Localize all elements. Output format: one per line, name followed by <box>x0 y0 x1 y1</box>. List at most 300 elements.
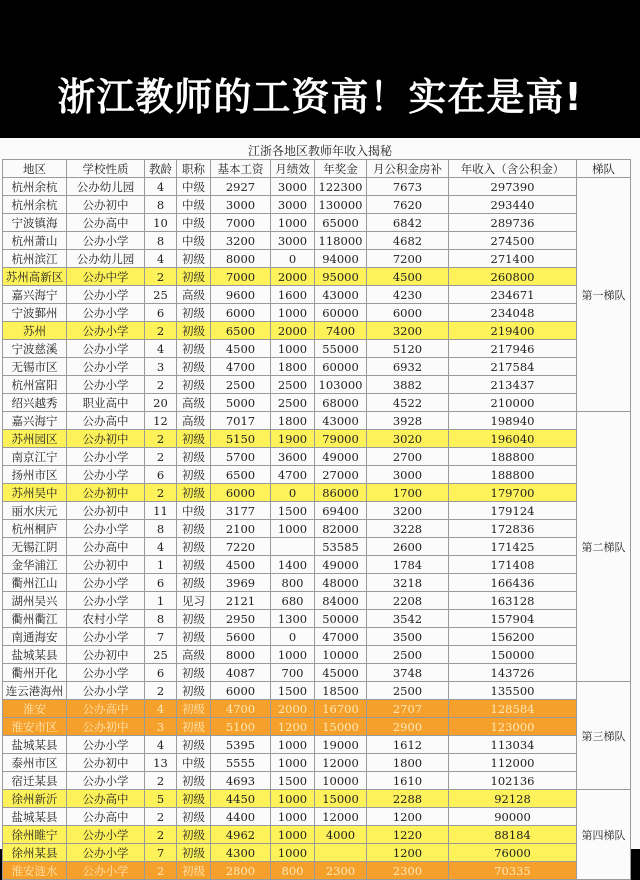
cell-base-salary: 2100 <box>211 520 271 538</box>
cell-years: 3 <box>145 718 177 736</box>
cell-years: 4 <box>145 178 177 196</box>
cell-region: 无锡江阴 <box>3 538 67 556</box>
cell-base-salary: 6000 <box>211 484 271 502</box>
cell-school-type: 公办小学 <box>67 844 145 862</box>
cell-years: 4 <box>145 700 177 718</box>
cell-school-type: 公办小学 <box>67 340 145 358</box>
cell-housing-fund: 2500 <box>367 682 449 700</box>
cell-region: 衢州衢江 <box>3 610 67 628</box>
cell-annual-income: 196040 <box>449 430 577 448</box>
cell-title: 初级 <box>177 664 211 682</box>
cell-base-salary: 4700 <box>211 700 271 718</box>
cell-annual-bonus: 18500 <box>315 682 367 700</box>
cell-annual-bonus: 16700 <box>315 700 367 718</box>
cell-monthly-bonus: 1000 <box>271 304 315 322</box>
cell-region: 宁波慈溪 <box>3 340 67 358</box>
cell-monthly-bonus: 3000 <box>271 196 315 214</box>
cell-annual-income: 171425 <box>449 538 577 556</box>
cell-monthly-bonus: 680 <box>271 592 315 610</box>
cell-school-type: 公办小学 <box>67 664 145 682</box>
cell-annual-income: 70335 <box>449 862 577 880</box>
cell-monthly-bonus: 1800 <box>271 358 315 376</box>
cell-region: 杭州余杭 <box>3 178 67 196</box>
cell-annual-income: 271400 <box>449 250 577 268</box>
cell-title: 初级 <box>177 826 211 844</box>
cell-annual-income: 188800 <box>449 448 577 466</box>
cell-annual-bonus: 53585 <box>315 538 367 556</box>
table-row <box>3 304 631 322</box>
table-row <box>3 250 631 268</box>
cell-annual-bonus: 19000 <box>315 736 367 754</box>
cell-region: 扬州市区 <box>3 466 67 484</box>
cell-housing-fund: 6000 <box>367 304 449 322</box>
cell-title: 初级 <box>177 304 211 322</box>
cell-title: 初级 <box>177 682 211 700</box>
cell-years: 4 <box>145 538 177 556</box>
cell-annual-income: 234048 <box>449 304 577 322</box>
cell-base-salary: 2800 <box>211 862 271 880</box>
cell-annual-bonus: 7400 <box>315 322 367 340</box>
header-monthly-bonus: 月绩效 <box>271 160 315 178</box>
cell-base-salary: 7000 <box>211 268 271 286</box>
cell-region: 徐州某县 <box>3 844 67 862</box>
table-row <box>3 466 631 484</box>
cell-annual-bonus: 86000 <box>315 484 367 502</box>
cell-region: 衢州开化 <box>3 664 67 682</box>
cell-monthly-bonus: 0 <box>271 484 315 502</box>
cell-title: 中级 <box>177 502 211 520</box>
cell-annual-bonus: 47000 <box>315 628 367 646</box>
cell-housing-fund: 6842 <box>367 214 449 232</box>
cell-region: 杭州萧山 <box>3 232 67 250</box>
cell-years: 6 <box>145 574 177 592</box>
cell-annual-income: 219400 <box>449 322 577 340</box>
table-row <box>3 412 631 430</box>
cell-housing-fund: 3500 <box>367 628 449 646</box>
cell-annual-bonus: 55000 <box>315 340 367 358</box>
cell-school-type: 公办小学 <box>67 448 145 466</box>
cell-title: 中级 <box>177 196 211 214</box>
cell-housing-fund: 3928 <box>367 412 449 430</box>
cell-school-type: 公办小学 <box>67 826 145 844</box>
cell-annual-income: 92128 <box>449 790 577 808</box>
cell-monthly-bonus: 1000 <box>271 826 315 844</box>
cell-housing-fund: 3200 <box>367 322 449 340</box>
cell-annual-income: 172836 <box>449 520 577 538</box>
cell-annual-income: 198940 <box>449 412 577 430</box>
cell-housing-fund: 3228 <box>367 520 449 538</box>
cell-monthly-bonus: 1000 <box>271 844 315 862</box>
cell-base-salary: 5555 <box>211 754 271 772</box>
cell-housing-fund: 2300 <box>367 862 449 880</box>
cell-base-salary: 9600 <box>211 286 271 304</box>
cell-housing-fund: 1200 <box>367 844 449 862</box>
table-row <box>3 340 631 358</box>
cell-title: 初级 <box>177 520 211 538</box>
cell-region: 泰州市区 <box>3 754 67 772</box>
table-row <box>3 376 631 394</box>
cell-annual-income: 210000 <box>449 394 577 412</box>
cell-housing-fund: 4500 <box>367 268 449 286</box>
cell-years: 4 <box>145 340 177 358</box>
table-row <box>3 286 631 304</box>
cell-school-type: 公办小学 <box>67 232 145 250</box>
cell-monthly-bonus: 1000 <box>271 808 315 826</box>
table-row <box>3 556 631 574</box>
cell-annual-bonus: 118000 <box>315 232 367 250</box>
cell-monthly-bonus: 1000 <box>271 736 315 754</box>
sheet-title: 江浙各地区教师年收入揭秘 <box>247 144 392 158</box>
table-body <box>3 178 631 880</box>
cell-annual-bonus: 43000 <box>315 286 367 304</box>
cell-title: 初级 <box>177 538 211 556</box>
cell-region: 徐州睢宁 <box>3 826 67 844</box>
cell-annual-income: 260800 <box>449 268 577 286</box>
cell-school-type: 公办小学 <box>67 682 145 700</box>
cell-annual-income: 213437 <box>449 376 577 394</box>
cell-annual-bonus: 27000 <box>315 466 367 484</box>
cell-years: 2 <box>145 772 177 790</box>
table-row <box>3 844 631 862</box>
cell-school-type: 农村小学 <box>67 610 145 628</box>
cell-annual-income: 123000 <box>449 718 577 736</box>
cell-years: 2 <box>145 322 177 340</box>
cell-tier: 第四梯队 <box>577 790 631 880</box>
table-header-row <box>3 160 631 178</box>
cell-monthly-bonus: 1900 <box>271 430 315 448</box>
cell-base-salary: 3200 <box>211 232 271 250</box>
cell-housing-fund: 1610 <box>367 772 449 790</box>
cell-base-salary: 3177 <box>211 502 271 520</box>
table-row <box>3 430 631 448</box>
cell-years: 8 <box>145 520 177 538</box>
cell-region: 盐城某县 <box>3 808 67 826</box>
cell-base-salary: 7017 <box>211 412 271 430</box>
cell-years: 13 <box>145 754 177 772</box>
cell-title: 初级 <box>177 736 211 754</box>
cell-years: 6 <box>145 664 177 682</box>
table-row <box>3 358 631 376</box>
cell-title: 初级 <box>177 574 211 592</box>
cell-title: 初级 <box>177 790 211 808</box>
cell-title: 初级 <box>177 358 211 376</box>
cell-base-salary: 8000 <box>211 250 271 268</box>
cell-base-salary: 2927 <box>211 178 271 196</box>
cell-years: 20 <box>145 394 177 412</box>
cell-years: 25 <box>145 286 177 304</box>
cell-monthly-bonus: 3000 <box>271 232 315 250</box>
cell-base-salary: 2950 <box>211 610 271 628</box>
cell-years: 8 <box>145 232 177 250</box>
cell-housing-fund: 4522 <box>367 394 449 412</box>
salary-sheet <box>0 138 640 878</box>
header-base-salary: 基本工资 <box>211 160 271 178</box>
cell-annual-income: 179124 <box>449 502 577 520</box>
cell-region: 衢州江山 <box>3 574 67 592</box>
cell-region: 淮安 <box>3 700 67 718</box>
table-row <box>3 232 631 250</box>
table-row <box>3 790 631 808</box>
cell-school-type: 公办小学 <box>67 772 145 790</box>
cell-school-type: 公办初中 <box>67 484 145 502</box>
cell-annual-income: 76000 <box>449 844 577 862</box>
cell-annual-income: 234671 <box>449 286 577 304</box>
cell-annual-bonus: 130000 <box>315 196 367 214</box>
cell-annual-income: 166436 <box>449 574 577 592</box>
cell-school-type: 公办小学 <box>67 862 145 880</box>
cell-years: 2 <box>145 826 177 844</box>
cell-years: 6 <box>145 304 177 322</box>
cell-annual-bonus: 69400 <box>315 502 367 520</box>
table-row <box>3 214 631 232</box>
cell-title: 初级 <box>177 466 211 484</box>
table-row <box>3 682 631 700</box>
cell-housing-fund: 1200 <box>367 808 449 826</box>
cell-annual-bonus: 68000 <box>315 394 367 412</box>
cell-annual-income: 293440 <box>449 196 577 214</box>
cell-annual-bonus: 94000 <box>315 250 367 268</box>
cell-annual-bonus: 4000 <box>315 826 367 844</box>
header-annual-bonus: 年奖金 <box>315 160 367 178</box>
cell-base-salary: 3969 <box>211 574 271 592</box>
cell-housing-fund: 2600 <box>367 538 449 556</box>
headline: 浙江教师的工资高！实在是高! <box>57 75 583 119</box>
table-row <box>3 646 631 664</box>
cell-monthly-bonus: 1300 <box>271 610 315 628</box>
cell-title: 初级 <box>177 808 211 826</box>
cell-annual-bonus: 82000 <box>315 520 367 538</box>
header-region: 地区 <box>3 160 67 178</box>
cell-title: 初级 <box>177 718 211 736</box>
cell-monthly-bonus: 1500 <box>271 772 315 790</box>
cell-annual-bonus: 45000 <box>315 664 367 682</box>
cell-annual-income: 179700 <box>449 484 577 502</box>
cell-tier: 第二梯队 <box>577 412 631 682</box>
cell-school-type: 公办小学 <box>67 736 145 754</box>
cell-monthly-bonus: 1000 <box>271 520 315 538</box>
cell-monthly-bonus: 2500 <box>271 376 315 394</box>
cell-years: 8 <box>145 610 177 628</box>
cell-monthly-bonus: 3000 <box>271 178 315 196</box>
cell-base-salary: 4693 <box>211 772 271 790</box>
cell-school-type: 职业高中 <box>67 394 145 412</box>
cell-title: 见习 <box>177 592 211 610</box>
cell-annual-income: 156200 <box>449 628 577 646</box>
cell-region: 盐城某县 <box>3 736 67 754</box>
cell-housing-fund: 2900 <box>367 718 449 736</box>
cell-housing-fund: 3542 <box>367 610 449 628</box>
cell-monthly-bonus: 0 <box>271 628 315 646</box>
cell-years: 5 <box>145 790 177 808</box>
cell-annual-bonus: 103000 <box>315 376 367 394</box>
table-row <box>3 736 631 754</box>
cell-annual-bonus: 10000 <box>315 646 367 664</box>
cell-base-salary: 5600 <box>211 628 271 646</box>
cell-monthly-bonus: 800 <box>271 862 315 880</box>
cell-housing-fund: 6932 <box>367 358 449 376</box>
cell-base-salary: 5100 <box>211 718 271 736</box>
cell-monthly-bonus: 1500 <box>271 682 315 700</box>
table-row <box>3 448 631 466</box>
cell-base-salary: 4500 <box>211 340 271 358</box>
cell-monthly-bonus: 1000 <box>271 646 315 664</box>
cell-annual-income: 297390 <box>449 178 577 196</box>
cell-school-type: 公办幼儿园 <box>67 178 145 196</box>
cell-annual-income: 217946 <box>449 340 577 358</box>
cell-housing-fund: 7673 <box>367 178 449 196</box>
salary-table <box>2 159 631 880</box>
header-housing-fund: 月公积金房补 <box>367 160 449 178</box>
cell-base-salary: 7000 <box>211 214 271 232</box>
cell-housing-fund: 2700 <box>367 448 449 466</box>
cell-annual-bonus: 49000 <box>315 556 367 574</box>
cell-annual-income: 171408 <box>449 556 577 574</box>
cell-school-type: 公办初中 <box>67 196 145 214</box>
cell-school-type: 公办初中 <box>67 754 145 772</box>
cell-monthly-bonus: 1200 <box>271 718 315 736</box>
cell-monthly-bonus: 1000 <box>271 340 315 358</box>
cell-annual-bonus: 48000 <box>315 574 367 592</box>
table-row <box>3 268 631 286</box>
cell-monthly-bonus: 1000 <box>271 214 315 232</box>
table-row <box>3 574 631 592</box>
cell-tier: 第一梯队 <box>577 178 631 412</box>
table-row <box>3 394 631 412</box>
cell-annual-bonus: 95000 <box>315 268 367 286</box>
cell-housing-fund: 1784 <box>367 556 449 574</box>
cell-school-type: 公办幼儿园 <box>67 250 145 268</box>
cell-annual-income: 217584 <box>449 358 577 376</box>
table-row <box>3 700 631 718</box>
cell-housing-fund: 4230 <box>367 286 449 304</box>
cell-title: 中级 <box>177 178 211 196</box>
cell-base-salary: 2121 <box>211 592 271 610</box>
cell-title: 初级 <box>177 250 211 268</box>
cell-years: 4 <box>145 250 177 268</box>
cell-years: 8 <box>145 196 177 214</box>
cell-annual-income: 113034 <box>449 736 577 754</box>
table-row <box>3 628 631 646</box>
cell-monthly-bonus <box>271 538 315 556</box>
table-row <box>3 664 631 682</box>
cell-title: 高级 <box>177 286 211 304</box>
cell-years: 7 <box>145 628 177 646</box>
cell-title: 初级 <box>177 322 211 340</box>
cell-housing-fund: 3218 <box>367 574 449 592</box>
cell-region: 南京江宁 <box>3 448 67 466</box>
cell-monthly-bonus: 1800 <box>271 412 315 430</box>
table-row <box>3 754 631 772</box>
cell-housing-fund: 3020 <box>367 430 449 448</box>
cell-base-salary: 4087 <box>211 664 271 682</box>
cell-monthly-bonus: 700 <box>271 664 315 682</box>
cell-annual-bonus: 79000 <box>315 430 367 448</box>
header-annual-income: 年收入（含公积金） <box>449 160 577 178</box>
cell-annual-income: 112000 <box>449 754 577 772</box>
cell-title: 高级 <box>177 394 211 412</box>
cell-school-type: 公办高中 <box>67 700 145 718</box>
cell-school-type: 公办小学 <box>67 520 145 538</box>
cell-years: 2 <box>145 268 177 286</box>
cell-school-type: 公办小学 <box>67 628 145 646</box>
cell-school-type: 公办小学 <box>67 466 145 484</box>
cell-annual-bonus: 60000 <box>315 358 367 376</box>
cell-title: 中级 <box>177 214 211 232</box>
cell-monthly-bonus: 3600 <box>271 448 315 466</box>
cell-annual-income: 274500 <box>449 232 577 250</box>
table-row <box>3 808 631 826</box>
cell-annual-bonus <box>315 844 367 862</box>
cell-monthly-bonus: 2000 <box>271 268 315 286</box>
cell-annual-income: 88184 <box>449 826 577 844</box>
cell-years: 2 <box>145 448 177 466</box>
table-row <box>3 718 631 736</box>
cell-school-type: 公办小学 <box>67 592 145 610</box>
cell-years: 2 <box>145 484 177 502</box>
cell-base-salary: 4700 <box>211 358 271 376</box>
cell-title: 中级 <box>177 754 211 772</box>
cell-annual-income: 128584 <box>449 700 577 718</box>
cell-title: 初级 <box>177 628 211 646</box>
cell-title: 初级 <box>177 772 211 790</box>
cell-school-type: 公办初中 <box>67 502 145 520</box>
cell-annual-bonus: 49000 <box>315 448 367 466</box>
cell-school-type: 公办小学 <box>67 304 145 322</box>
cell-base-salary: 2500 <box>211 376 271 394</box>
cell-base-salary: 5150 <box>211 430 271 448</box>
cell-region: 湖州吴兴 <box>3 592 67 610</box>
table-row <box>3 502 631 520</box>
cell-years: 25 <box>145 646 177 664</box>
cell-housing-fund: 1800 <box>367 754 449 772</box>
table-row <box>3 484 631 502</box>
cell-years: 2 <box>145 376 177 394</box>
cell-title: 初级 <box>177 556 211 574</box>
cell-base-salary: 4400 <box>211 808 271 826</box>
cell-annual-bonus: 65000 <box>315 214 367 232</box>
cell-region: 杭州桐庐 <box>3 520 67 538</box>
header-title: 职称 <box>177 160 211 178</box>
table-row <box>3 538 631 556</box>
cell-region: 苏州吴中 <box>3 484 67 502</box>
cell-annual-income: 135500 <box>449 682 577 700</box>
table-row <box>3 592 631 610</box>
cell-title: 初级 <box>177 700 211 718</box>
cell-years: 2 <box>145 808 177 826</box>
cell-region: 淮安市区 <box>3 718 67 736</box>
cell-school-type: 公办高中 <box>67 214 145 232</box>
cell-region: 南通海安 <box>3 628 67 646</box>
cell-tier: 第三梯队 <box>577 682 631 790</box>
cell-base-salary: 8000 <box>211 646 271 664</box>
cell-annual-bonus: 10000 <box>315 772 367 790</box>
header-school-type: 学校性质 <box>67 160 145 178</box>
cell-school-type: 公办小学 <box>67 322 145 340</box>
cell-years: 11 <box>145 502 177 520</box>
cell-school-type: 公办中学 <box>67 268 145 286</box>
cell-region: 连云港海州 <box>3 682 67 700</box>
cell-monthly-bonus: 4700 <box>271 466 315 484</box>
cell-annual-bonus: 84000 <box>315 592 367 610</box>
table-row <box>3 178 631 196</box>
cell-housing-fund: 3882 <box>367 376 449 394</box>
cell-housing-fund: 3000 <box>367 466 449 484</box>
cell-region: 宁波鄞州 <box>3 304 67 322</box>
cell-region: 苏州园区 <box>3 430 67 448</box>
cell-base-salary: 6000 <box>211 304 271 322</box>
cell-annual-bonus: 12000 <box>315 754 367 772</box>
cell-years: 3 <box>145 358 177 376</box>
